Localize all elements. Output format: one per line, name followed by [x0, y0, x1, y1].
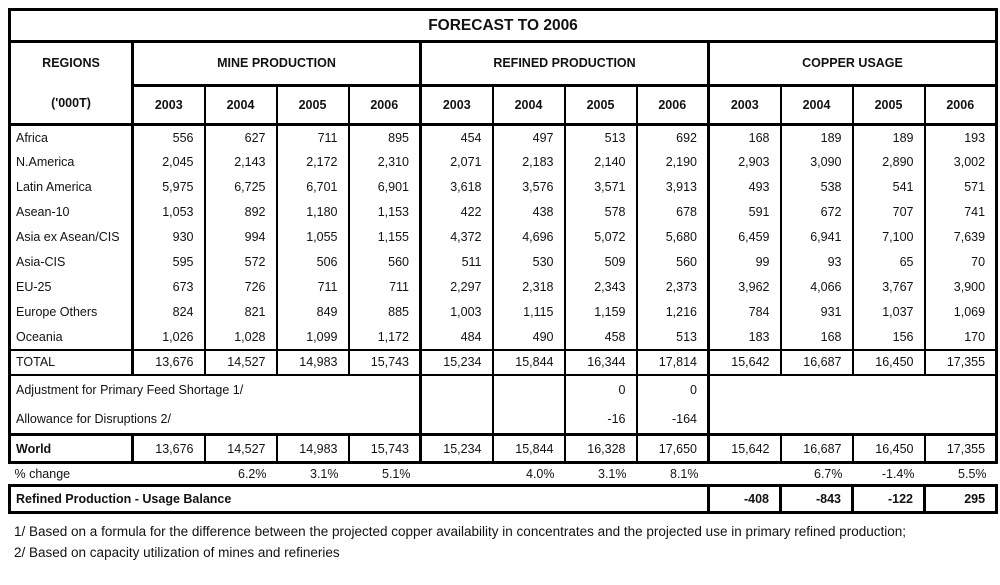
region-label: N.America	[10, 150, 133, 175]
forecast-table	[8, 8, 998, 514]
value-cell: 16,450	[853, 350, 925, 375]
value-cell: 490	[493, 325, 565, 350]
value-cell: 422	[421, 200, 493, 225]
value-cell: 2,143	[205, 150, 277, 175]
empty-cell	[709, 405, 997, 435]
value-cell: 578	[565, 200, 637, 225]
value-cell: 2,071	[421, 150, 493, 175]
value-cell: 5,680	[637, 225, 709, 250]
value-cell: -164	[637, 405, 709, 435]
group-header-refined-production: REFINED PRODUCTION	[421, 42, 709, 86]
year-header: 2004	[781, 85, 853, 124]
value-cell: 895	[349, 125, 421, 150]
value-cell: 17,355	[925, 350, 997, 375]
region-row-europe-others	[10, 300, 997, 325]
document-page	[0, 8, 1000, 585]
value-cell: 4,696	[493, 225, 565, 250]
value-cell: 454	[421, 125, 493, 150]
value-cell: 2,903	[709, 150, 781, 175]
value-cell	[133, 463, 205, 486]
value-cell: 6.7%	[814, 467, 843, 481]
value-cell: -122	[853, 486, 925, 513]
group-header-copper-usage: COPPER USAGE	[709, 42, 997, 86]
value-cell: 99	[709, 250, 781, 275]
value-cell: 2,890	[853, 150, 925, 175]
value-cell: 295	[925, 486, 997, 513]
region-row-asean10	[10, 200, 997, 225]
value-cell: 1,180	[277, 200, 349, 225]
value-cell: 3,962	[709, 275, 781, 300]
value-cell	[709, 463, 781, 486]
region-label: Oceania	[10, 325, 133, 350]
value-cell: 849	[277, 300, 349, 325]
value-cell: 541	[853, 175, 925, 200]
value-cell: 741	[925, 200, 997, 225]
value-cell: 673	[172, 280, 194, 294]
value-cell: 5.5%	[958, 467, 987, 481]
region-row-asia-cis	[10, 250, 997, 275]
value-cell: 16,344	[565, 350, 637, 375]
value-cell: 0	[637, 375, 709, 405]
value-cell: 5,975	[162, 180, 194, 194]
value-cell: 994	[205, 225, 277, 250]
value-cell: 15,844	[493, 435, 565, 463]
region-row-namerica	[10, 150, 997, 175]
value-cell: 15,642	[709, 435, 781, 463]
value-cell: 1,153	[349, 200, 421, 225]
value-cell: 493	[709, 175, 781, 200]
value-cell: 885	[349, 300, 421, 325]
value-cell: 506	[277, 250, 349, 275]
value-cell: 70	[925, 250, 997, 275]
year-header: 2003	[421, 85, 493, 124]
value-cell: 2,183	[493, 150, 565, 175]
value-cell: 1,055	[277, 225, 349, 250]
value-cell: 511	[421, 250, 493, 275]
value-cell: 1,003	[421, 300, 493, 325]
value-cell: 14,527	[205, 350, 277, 375]
value-cell: 560	[349, 250, 421, 275]
value-cell: 513	[637, 325, 709, 350]
pct-change-row	[10, 463, 997, 486]
adjustment-row-disruptions	[10, 405, 997, 435]
value-cell: 17,814	[637, 350, 709, 375]
year-header: 2006	[349, 85, 421, 124]
value-cell: 14,983	[277, 435, 349, 463]
value-cell: 1,028	[205, 325, 277, 350]
value-cell: 1,069	[925, 300, 997, 325]
year-header: 2003	[709, 85, 781, 124]
value-cell: 1,172	[349, 325, 421, 350]
value-cell: 3,571	[565, 175, 637, 200]
adjustment-row-feed-shortage	[10, 375, 997, 405]
value-cell: 7,100	[853, 225, 925, 250]
value-cell: 3,002	[925, 150, 997, 175]
value-cell: 17,650	[637, 435, 709, 463]
value-cell: 2,190	[637, 150, 709, 175]
value-cell: 3,913	[637, 175, 709, 200]
value-cell: 5,072	[565, 225, 637, 250]
adjustment-label: Adjustment for Primary Feed Shortage 1/	[10, 375, 421, 405]
region-label: Africa	[10, 125, 133, 150]
year-header-row	[10, 85, 997, 124]
value-cell: 3,900	[925, 275, 997, 300]
value-cell: 6,901	[349, 175, 421, 200]
value-cell: 2,140	[565, 150, 637, 175]
value-cell: 509	[565, 250, 637, 275]
value-cell: 2,318	[493, 275, 565, 300]
year-header: 2003	[133, 85, 205, 124]
value-cell: 726	[205, 275, 277, 300]
value-cell: 4.0%	[526, 467, 555, 481]
value-cell: 711	[349, 275, 421, 300]
year-header: 2005	[277, 85, 349, 124]
value-cell: 15,642	[709, 350, 781, 375]
value-cell: 672	[781, 200, 853, 225]
value-cell: 707	[853, 200, 925, 225]
value-cell: 4,066	[781, 275, 853, 300]
value-cell: 556	[172, 130, 194, 145]
value-cell: 1,099	[277, 325, 349, 350]
region-label: EU-25	[10, 275, 133, 300]
value-cell: 595	[172, 255, 194, 269]
group-header-mine-production: MINE PRODUCTION	[133, 42, 421, 86]
value-cell: 14,527	[205, 435, 277, 463]
value-cell: 930	[172, 230, 194, 244]
value-cell: 6,941	[781, 225, 853, 250]
value-cell: 2,045	[162, 155, 194, 169]
balance-label: Refined Production - Usage Balance	[10, 486, 709, 513]
value-cell	[493, 375, 565, 405]
value-cell: 692	[637, 125, 709, 150]
value-cell: 15,743	[349, 350, 421, 375]
value-cell: 93	[781, 250, 853, 275]
year-header: 2004	[205, 85, 277, 124]
world-label: World	[10, 435, 133, 463]
value-cell: 1,053	[162, 205, 194, 219]
value-cell: 16,328	[565, 435, 637, 463]
region-label: Europe Others	[10, 300, 133, 325]
value-cell: 1,155	[349, 225, 421, 250]
value-cell: 189	[781, 125, 853, 150]
value-cell: 571	[925, 175, 997, 200]
value-cell: 711	[277, 275, 349, 300]
unit-label: ('000T)	[51, 96, 91, 110]
value-cell: 1,216	[637, 300, 709, 325]
value-cell: 6,725	[205, 175, 277, 200]
region-label: Latin America	[10, 175, 133, 200]
value-cell: 892	[205, 200, 277, 225]
value-cell: 13,676	[133, 350, 205, 375]
region-label: Asean-10	[10, 200, 133, 225]
value-cell: 156	[853, 325, 925, 350]
region-label: Asia ex Asean/CIS	[10, 225, 133, 250]
value-cell: 15,234	[421, 350, 493, 375]
value-cell: 6,701	[277, 175, 349, 200]
value-cell: 16,450	[853, 435, 925, 463]
value-cell: 3,767	[853, 275, 925, 300]
value-cell: 497	[493, 125, 565, 150]
title-row	[10, 10, 997, 42]
year-header: 2005	[853, 85, 925, 124]
value-cell: 513	[565, 125, 637, 150]
value-cell: 627	[205, 125, 277, 150]
value-cell: 3.1%	[310, 467, 339, 481]
value-cell	[493, 405, 565, 435]
adjustment-label: Allowance for Disruptions 2/	[10, 405, 421, 435]
table-title: FORECAST TO 2006	[10, 10, 997, 42]
value-cell: 438	[493, 200, 565, 225]
value-cell: -408	[709, 486, 781, 513]
footnotes	[14, 523, 990, 562]
value-cell: 15,234	[421, 435, 493, 463]
group-header-row	[10, 42, 997, 86]
value-cell: 591	[709, 200, 781, 225]
value-cell: 0	[565, 375, 637, 405]
value-cell: 65	[853, 250, 925, 275]
value-cell: 1,159	[565, 300, 637, 325]
total-row	[10, 350, 997, 375]
value-cell: 678	[637, 200, 709, 225]
value-cell: 2,297	[421, 275, 493, 300]
regions-header-cell	[10, 42, 133, 125]
value-cell: 16,687	[781, 435, 853, 463]
value-cell: -16	[565, 405, 637, 435]
value-cell: 458	[565, 325, 637, 350]
value-cell: 14,983	[277, 350, 349, 375]
value-cell: 530	[493, 250, 565, 275]
value-cell: 821	[205, 300, 277, 325]
value-cell: 3,618	[421, 175, 493, 200]
value-cell: 1,026	[162, 329, 194, 344]
value-cell: 572	[205, 250, 277, 275]
value-cell: 2,343	[565, 275, 637, 300]
empty-cell	[709, 375, 997, 405]
balance-row	[10, 486, 997, 513]
year-header: 2006	[637, 85, 709, 124]
regions-label: REGIONS	[42, 56, 100, 70]
footnote-1: 1/ Based on a formula for the difference between the projected copper availability in concentrates and the projected use in primary refined production;	[14, 524, 907, 539]
value-cell: 784	[709, 300, 781, 325]
value-cell: 1,037	[853, 300, 925, 325]
value-cell: 2,373	[637, 275, 709, 300]
year-header: 2004	[493, 85, 565, 124]
value-cell: 3,576	[493, 175, 565, 200]
value-cell: -1.4%	[881, 467, 915, 481]
value-cell: 484	[421, 325, 493, 350]
value-cell: 711	[277, 125, 349, 150]
value-cell: 2,172	[277, 150, 349, 175]
value-cell: 4,372	[421, 225, 493, 250]
year-header: 2005	[565, 85, 637, 124]
value-cell: 13,676	[133, 435, 205, 463]
value-cell: 8.1%	[670, 467, 699, 481]
value-cell: 193	[925, 125, 997, 150]
value-cell: 170	[925, 325, 997, 350]
value-cell: 824	[172, 305, 194, 319]
value-cell: 931	[781, 300, 853, 325]
value-cell: 6.2%	[238, 467, 267, 481]
region-row-asia-ex-asean	[10, 225, 997, 250]
total-label: TOTAL	[10, 350, 133, 375]
value-cell: 7,639	[925, 225, 997, 250]
value-cell: 168	[709, 125, 781, 150]
value-cell	[421, 375, 493, 405]
value-cell: 5.1%	[382, 467, 411, 481]
value-cell: 15,844	[493, 350, 565, 375]
value-cell: 16,687	[781, 350, 853, 375]
region-row-eu25	[10, 275, 997, 300]
value-cell: 6,459	[709, 225, 781, 250]
value-cell: 168	[781, 325, 853, 350]
value-cell: 17,355	[925, 435, 997, 463]
region-label: Asia-CIS	[10, 250, 133, 275]
value-cell: 3.1%	[598, 467, 627, 481]
region-row-latin-america	[10, 175, 997, 200]
value-cell	[421, 463, 493, 486]
value-cell: 183	[709, 325, 781, 350]
value-cell: 189	[853, 125, 925, 150]
value-cell: -843	[781, 486, 853, 513]
region-row-africa	[10, 125, 997, 150]
value-cell	[421, 405, 493, 435]
value-cell: 538	[781, 175, 853, 200]
region-row-oceania	[10, 325, 997, 350]
pct-change-label: % change	[14, 467, 71, 481]
world-row	[10, 435, 997, 463]
value-cell: 3,090	[781, 150, 853, 175]
value-cell: 560	[637, 250, 709, 275]
value-cell: 2,310	[349, 150, 421, 175]
footnote-2: 2/ Based on capacity utilization of mines and refineries	[14, 544, 340, 560]
value-cell: 15,743	[349, 435, 421, 463]
year-header: 2006	[925, 85, 997, 124]
value-cell: 1,115	[493, 300, 565, 325]
